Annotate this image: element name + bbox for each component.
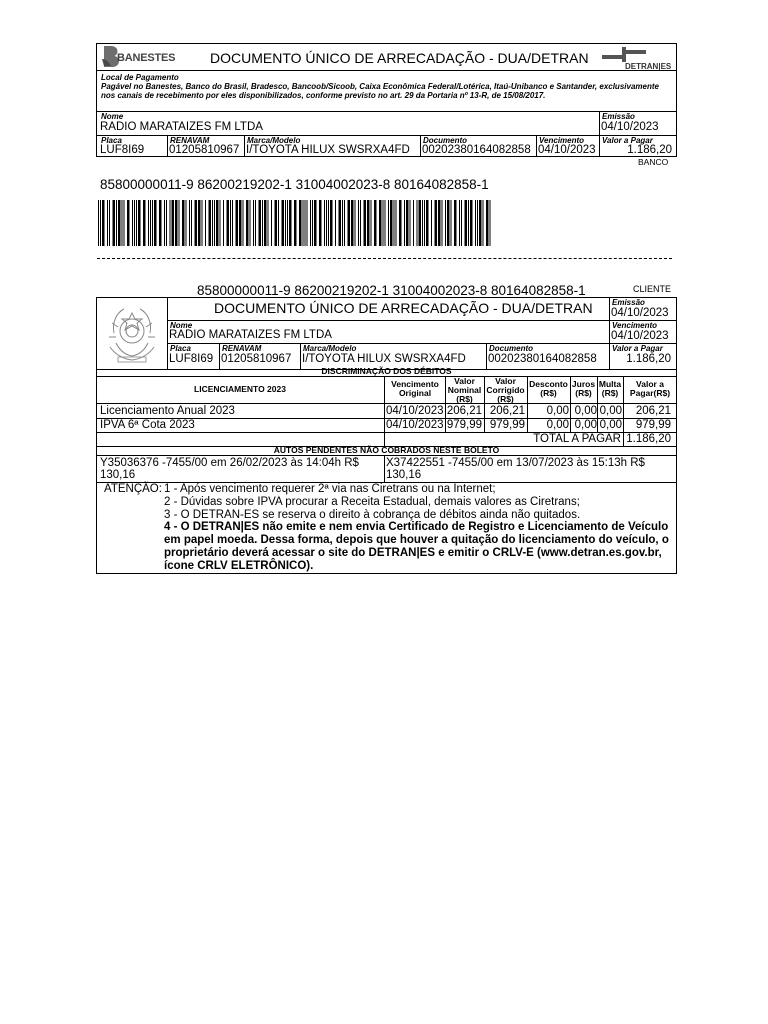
- placa-value: LUF8I69: [100, 144, 145, 156]
- row1-nominal: 206,21: [446, 405, 482, 417]
- barcode-bar: [154, 200, 157, 246]
- barcode-bar: [216, 200, 219, 246]
- barcode-bar: [113, 200, 116, 246]
- barcode-bar: [394, 200, 395, 246]
- col-pagar: Valor a Pagar(R$): [629, 379, 671, 398]
- barcode-bar: [172, 200, 175, 246]
- barcode-bar: [344, 200, 345, 246]
- barcode-bar: [396, 200, 397, 246]
- barcode-bar: [358, 200, 359, 246]
- nome-label-b: Nome: [170, 321, 193, 330]
- barcode-bar: [232, 200, 233, 246]
- barcode-bar: [191, 200, 192, 246]
- col-div: [536, 135, 537, 157]
- atencao-4: 4 - O DETRAN|ES não emite e nem envia Certificado de Registro e Licenciamento de Veículo em papel moeda. Dessa forma, depois que houver a quitação do licenciamento do veículo, o proprietário deverá acessar o site do DETRAN|ES e emitir o CRLV-E (www.detran.es.gov.br, ícone CRLV ELETRÔNICO).: [164, 521, 669, 572]
- barcode-bar: [303, 200, 304, 246]
- emissao-value-b: 04/10/2023: [611, 307, 669, 319]
- barcode-bar: [486, 200, 489, 246]
- barcode-bar: [143, 200, 146, 246]
- top-rule-1: [96, 70, 677, 71]
- barcode-bar: [364, 200, 367, 246]
- barcode-bar: [299, 200, 302, 246]
- barcode-bar: [195, 200, 198, 246]
- top-rule-2: [96, 111, 677, 112]
- arms-divider: [167, 297, 168, 369]
- col-div: [167, 135, 168, 157]
- col-juros: Juros (R$): [571, 379, 596, 398]
- barcode-bar: [236, 200, 239, 246]
- barcode-bar: [109, 200, 110, 246]
- barcode-bar: [138, 200, 141, 246]
- disc-title: DISCRIMINAÇÃO DOS DÉBITOS: [321, 366, 452, 376]
- barcode-bar: [371, 200, 372, 246]
- placa-label-b: Placa: [170, 344, 191, 353]
- barcode-bar: [170, 200, 171, 246]
- barcode-bar: [310, 200, 311, 246]
- barcode-digits: 85800000011-9 86200219202-1 31004002023-8 80164082858-1: [100, 177, 489, 192]
- barcode-bar: [335, 200, 336, 246]
- coat-of-arms-icon: [104, 303, 160, 365]
- col-div-b: [300, 343, 301, 369]
- barcode-bar: [294, 200, 297, 246]
- logo-divider: [96, 43, 97, 70]
- emissao-divider: [599, 111, 600, 135]
- col-vencimento: Vencimento Original: [391, 379, 439, 398]
- valor-value: 1.186,20: [627, 144, 672, 156]
- barcode-bar: [118, 200, 121, 246]
- col-div-b: [486, 343, 487, 369]
- barcode-bar: [124, 200, 125, 246]
- bottom-barcode-digits: 85800000011-9 86200219202-1 31004002023-8 80164082858-1: [197, 283, 586, 298]
- atencao-1: 1 - Após vencimento requerer 2ª via nas Ciretrans ou na Internet;: [164, 483, 496, 495]
- barcode-bar: [132, 200, 133, 246]
- renavam-label-b: RENAVAM: [222, 344, 262, 353]
- barcode-bar: [285, 200, 286, 246]
- barcode-bar: [150, 200, 151, 246]
- via-banco: BANCO: [638, 157, 669, 167]
- row1-descricao: Licenciamento Anual 2023: [100, 405, 235, 417]
- barcode-bar: [102, 200, 105, 246]
- barcode-bar: [351, 200, 354, 246]
- barcode-bar: [148, 200, 149, 246]
- atencao-3: 3 - O DETRAN-ES se reserva o direito à cobrança de débitos ainda não quitados.: [164, 509, 581, 521]
- marca-value: I/TOYOTA HILUX SWSRXA4FD: [246, 144, 410, 156]
- barcode-bar: [98, 200, 99, 246]
- barcode-bar: [282, 200, 285, 246]
- banestes-logo: [100, 45, 176, 69]
- col-nominal: Valor Nominal (R$): [447, 376, 482, 404]
- barcode-bar: [268, 200, 269, 246]
- placa-value-b: LUF8I69: [169, 353, 214, 365]
- row2-nominal: 979,99: [446, 419, 482, 431]
- barcode-bar: [319, 200, 322, 246]
- barcode-bar: [385, 200, 386, 246]
- barcode-bar: [422, 200, 423, 246]
- barcode-bar: [438, 200, 441, 246]
- vencimento-label: Vencimento: [539, 136, 585, 145]
- barcode-bar: [312, 200, 313, 246]
- barcode-bar: [255, 200, 256, 246]
- placa-label: Placa: [101, 136, 122, 145]
- vencimento-value-b: 04/10/2023: [611, 330, 669, 342]
- total-label: TOTAL A PAGAR: [533, 433, 621, 445]
- barcode-bar: [324, 200, 325, 246]
- local-text: Pagável no Banestes, Banco do Brasil, Bradesco, Bancoob/Sicoob, Caixa Econômica Federal/Lotérica, Itaú-Unibanco e Santander, exclusivamente nos canais de recebimento por eles disponibilizados, conforme previsto no art. 29 da Portaria nº 13-R, de 15/08/2017.: [101, 82, 659, 100]
- barcode-bar: [468, 200, 469, 246]
- barcode-bar: [451, 200, 452, 246]
- barcode-bar: [175, 200, 178, 246]
- barcode-bar: [259, 200, 262, 246]
- row1-juros: 0,00: [574, 405, 597, 417]
- barcode-bar: [435, 200, 438, 246]
- col-desconto: Desconto (R$): [529, 379, 568, 398]
- barcode: [98, 200, 498, 246]
- barcode-bar: [379, 200, 382, 246]
- nome-value-b: RADIO MARATAIZES FM LTDA: [169, 329, 332, 341]
- barcode-bar: [116, 200, 117, 246]
- barcode-bar: [442, 200, 443, 246]
- row2-desconto: 0,00: [546, 419, 569, 431]
- col-div: [599, 135, 600, 157]
- barcode-bar: [483, 200, 484, 246]
- barcode-bar: [227, 200, 230, 246]
- bottom-rule-1: [167, 320, 677, 321]
- barcode-bar: [134, 200, 135, 246]
- row1-corrigido: 206,21: [489, 405, 525, 417]
- barcode-bar: [275, 200, 278, 246]
- barcode-bar: [182, 200, 185, 246]
- barcode-bar: [490, 200, 491, 246]
- barcode-bar: [186, 200, 187, 246]
- barcode-bar: [264, 200, 267, 246]
- barcode-bar: [374, 200, 377, 246]
- vencimento-label-b: Vencimento: [612, 321, 658, 330]
- barcode-bar: [417, 200, 418, 246]
- barcode-bar: [445, 200, 446, 246]
- local-label: Local de Pagamento: [101, 73, 179, 82]
- banestes-name: BANESTES: [117, 52, 176, 64]
- barcode-bar: [202, 200, 203, 246]
- barcode-bar: [413, 200, 414, 246]
- barcode-bar: [250, 200, 251, 246]
- barcode-bar: [383, 200, 384, 246]
- barcode-bar: [307, 200, 308, 246]
- renavam-value-b: 01205810967: [221, 353, 292, 365]
- documento-value-b: 00202380164082858: [488, 353, 597, 365]
- atencao-label: ATENÇÃO:: [104, 483, 162, 495]
- valor-value-b: 1.186,20: [626, 353, 671, 365]
- barcode-bar: [271, 200, 272, 246]
- renavam-label: RENAVAM: [170, 136, 210, 145]
- barcode-bar: [431, 200, 432, 246]
- barcode-bar: [475, 200, 476, 246]
- autos-divider: [384, 455, 385, 482]
- barcode-bar: [107, 200, 108, 246]
- barcode-bar: [305, 200, 306, 246]
- barcode-bar: [262, 200, 263, 246]
- barcode-bar: [136, 200, 137, 246]
- barcode-bar: [367, 200, 370, 246]
- emissao-label-b: Emissão: [612, 298, 645, 307]
- barcode-bar: [465, 200, 468, 246]
- barcode-bar: [243, 200, 244, 246]
- cut-line: [97, 258, 672, 259]
- detran-logo: [600, 45, 676, 71]
- barcode-bar: [406, 200, 409, 246]
- detran-logo-text: DETRAN|ES: [625, 62, 672, 71]
- auto-1: Y35036376 -7455/00 em 26/02/2023 às 14:04h R$ 130,16: [100, 457, 359, 481]
- barcode-bar: [289, 200, 292, 246]
- barcode-bar: [419, 200, 422, 246]
- col-div-b: [219, 343, 220, 369]
- barcode-bar: [470, 200, 473, 246]
- barcode-bar: [355, 200, 356, 246]
- nome-label: Nome: [101, 112, 124, 121]
- renavam-value: 01205810967: [169, 144, 240, 156]
- barcode-bar: [330, 200, 333, 246]
- total-value: 1.186,20: [626, 433, 671, 445]
- barcode-bar: [426, 200, 429, 246]
- nome-value: RADIO MARATAIZES FM LTDA: [100, 121, 263, 133]
- barcode-bar: [342, 200, 343, 246]
- autos-rule-2: [96, 455, 677, 456]
- barcode-bar: [164, 200, 165, 246]
- documento-label: Documento: [423, 136, 467, 145]
- via-cliente: CLIENTE: [633, 284, 672, 294]
- barcode-bar: [424, 200, 425, 246]
- marca-label-b: Marca/Modelo: [303, 344, 357, 353]
- barcode-bar: [159, 200, 162, 246]
- col-div: [420, 135, 421, 157]
- row2-juros: 0,00: [574, 419, 597, 431]
- debt-rule-head: [96, 403, 677, 404]
- barcode-bar: [127, 200, 130, 246]
- barcode-bar: [454, 200, 457, 246]
- barcode-bar: [278, 200, 279, 246]
- barcode-bar: [339, 200, 342, 246]
- barcode-bar: [410, 200, 411, 246]
- marca-label: Marca/Modelo: [247, 136, 301, 145]
- barcode-bar: [253, 200, 254, 246]
- emissao-label: Emissão: [602, 112, 635, 121]
- autos-title: AUTOS PENDENTES NÃO COBRADOS NESTE BOLETO: [273, 445, 500, 455]
- barcode-bar: [239, 200, 242, 246]
- barcode-bar: [189, 200, 190, 246]
- row1-pagar: 206,21: [635, 405, 671, 417]
- valor-label: Valor a Pagar: [602, 136, 653, 145]
- emissao-value: 04/10/2023: [601, 121, 659, 133]
- atencao-2: 2 - Dúvidas sobre IPVA procurar a Receita Estadual, demais valores as Ciretrans;: [164, 496, 580, 508]
- barcode-bar: [205, 200, 206, 246]
- row1-vencimento: 04/10/2023: [386, 405, 444, 417]
- barcode-bar: [314, 200, 317, 246]
- marca-value-b: I/TOYOTA HILUX SWSRXA4FD: [302, 353, 466, 365]
- row1-multa: 0,00: [599, 405, 622, 417]
- barcode-bar: [230, 200, 231, 246]
- barcode-bar: [388, 200, 389, 246]
- barcode-bar: [479, 200, 482, 246]
- barcode-bar: [326, 200, 327, 246]
- row2-descricao: IPVA 6ª Cota 2023: [100, 419, 195, 431]
- bottom-title: DOCUMENTO ÚNICO DE ARRECADAÇÃO - DUA/DETRAN: [214, 300, 593, 316]
- barcode-bar: [447, 200, 450, 246]
- barcode-bar: [399, 200, 402, 246]
- barcode-bar: [209, 200, 212, 246]
- barcode-bar: [220, 200, 221, 246]
- barcode-bar: [348, 200, 351, 246]
- barcode-bar: [360, 200, 361, 246]
- barcode-bar: [179, 200, 180, 246]
- col-multa: Multa (R$): [598, 379, 622, 398]
- barcode-bar: [122, 200, 123, 246]
- barcode-bar: [198, 200, 201, 246]
- auto-2: X37422551 -7455/00 em 13/07/2023 às 15:13h R$ 130,16: [386, 457, 645, 481]
- row1-desconto: 0,00: [546, 405, 569, 417]
- row2-corrigido: 979,99: [489, 419, 525, 431]
- barcode-bar: [328, 200, 329, 246]
- col-descricao: LICENCIAMENTO 2023: [194, 384, 286, 394]
- barcode-bar: [404, 200, 405, 246]
- barcode-bar: [390, 200, 393, 246]
- emissao-divider-b: [609, 297, 610, 369]
- barcode-bar: [214, 200, 215, 246]
- barcode-bar: [459, 200, 460, 246]
- barcode-bar: [246, 200, 249, 246]
- barcode-bar: [461, 200, 462, 246]
- documento-value: 00202380164082858: [422, 144, 531, 156]
- barcode-bar: [152, 200, 153, 246]
- row2-multa: 0,00: [599, 419, 622, 431]
- valor-label-b: Valor a Pagar: [612, 344, 663, 353]
- disc-rule-2: [96, 376, 677, 377]
- barcode-bar: [223, 200, 224, 246]
- barcode-bar: [287, 200, 288, 246]
- col-corrigido: Valor Corrigido (R$): [486, 376, 525, 404]
- row2-vencimento: 04/10/2023: [386, 419, 444, 431]
- barcode-bar: [212, 200, 213, 246]
- vencimento-value: 04/10/2023: [538, 144, 596, 156]
- barcode-bar: [100, 200, 101, 246]
- barcode-bar: [166, 200, 167, 246]
- row2-pagar: 979,99: [635, 419, 671, 431]
- col-div: [244, 135, 245, 157]
- top-title: DOCUMENTO ÚNICO DE ARRECADAÇÃO - DUA/DETRAN: [210, 50, 589, 66]
- documento-label-b: Documento: [489, 344, 533, 353]
- barcode-bar: [477, 200, 478, 246]
